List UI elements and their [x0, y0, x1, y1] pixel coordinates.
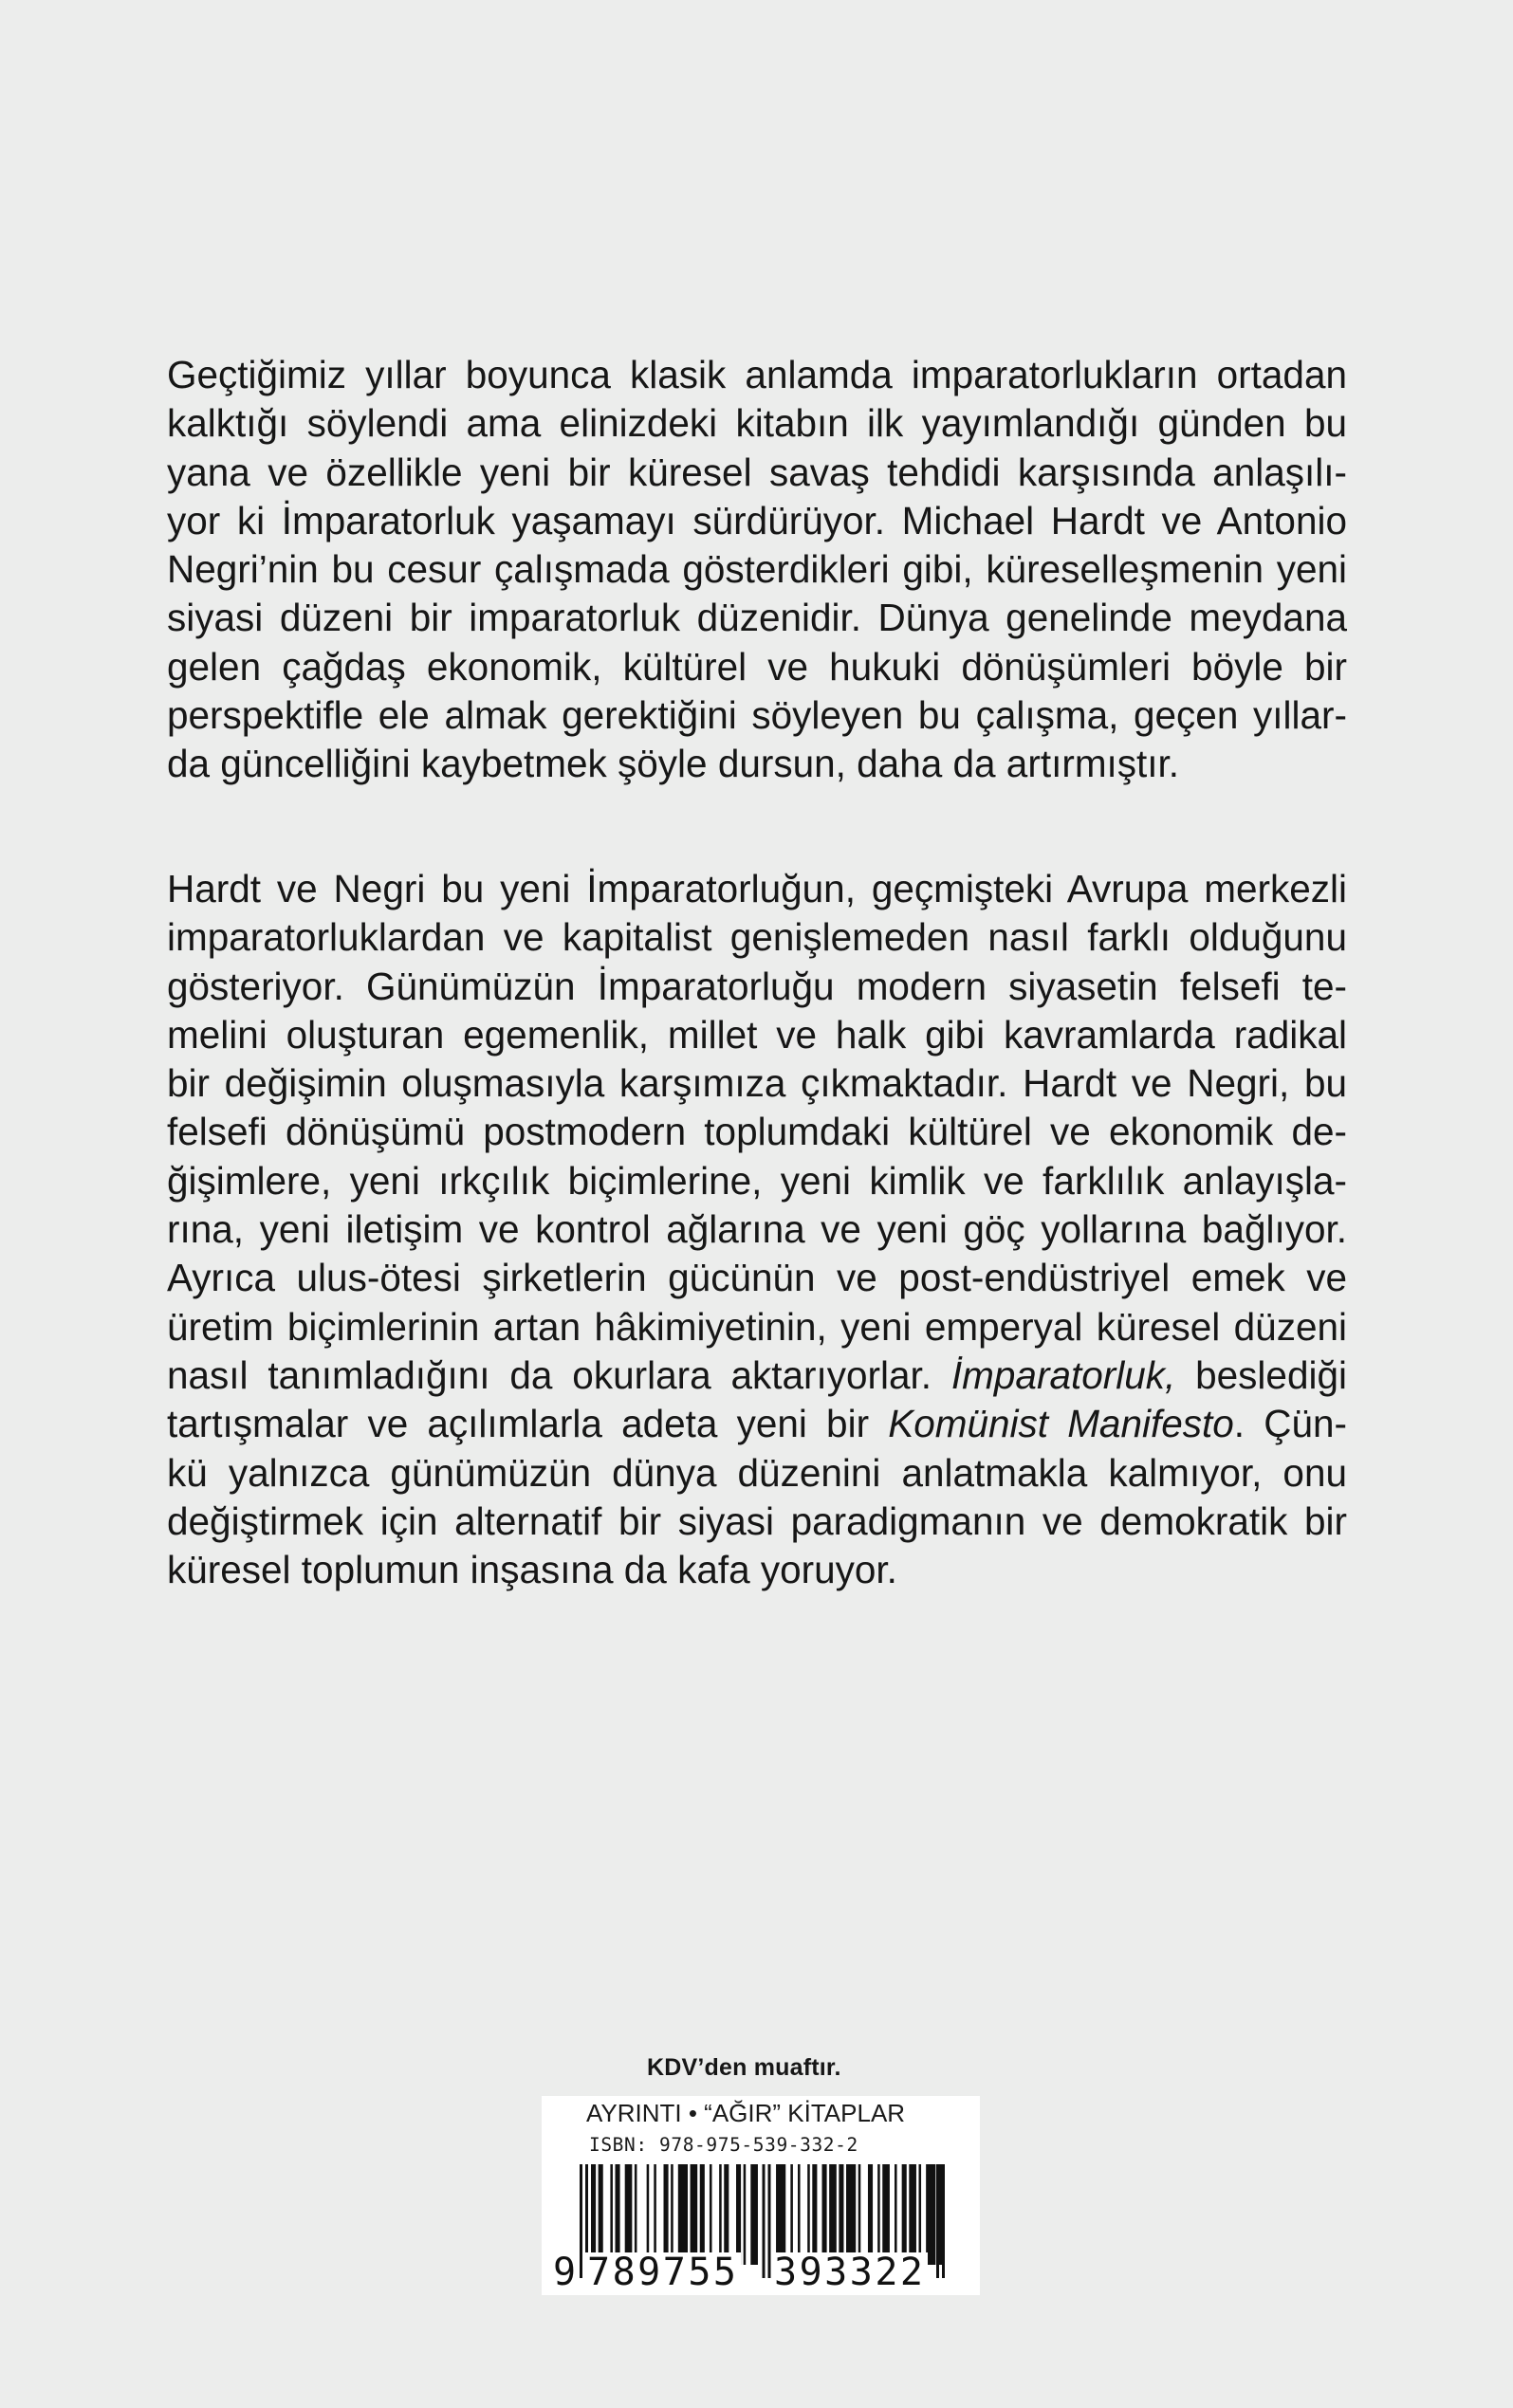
text-line: küresel toplumun inşasına da kafa yoruyor. [167, 1548, 897, 1592]
text-line: yor ki İmparatorluk yaşamayı sürdürüyor. Michael Hardt ve Antonio [167, 498, 1347, 542]
barcode-bar [926, 2164, 935, 2265]
barcode-bar [580, 2164, 582, 2278]
text-run: . Çün- [1233, 1402, 1347, 1446]
barcode-bar [763, 2164, 766, 2278]
text-line: siyasi düzeni bir imparatorluk düzenidir. Dünya genelinde meydana [167, 596, 1347, 640]
text-line: imparatorluklardan ve kapitalist genişlemeden nasıl farklı olduğunu [167, 915, 1347, 960]
isbn-number: ISBN: 978-975-539-332-2 [589, 2134, 858, 2156]
text-line: kalktığı söylendi ama elinizdeki kitabın ilk yayımlandığı günden bu [167, 401, 1347, 446]
barcode-digits-left: 789755 [587, 2251, 739, 2294]
text-line: Ayrıca ulus-ötesi şirketlerin gücünün ve post-endüstriyel emek ve [167, 1256, 1347, 1300]
text-line: Negri’nin bu cesur çalışmada gösterdikleri gibi, küreselleşmenin yeni [167, 547, 1347, 592]
text-line: bir değişimin oluşmasıyla karşımıza çıkmaktadır. Hardt ve Negri, bu [167, 1061, 1347, 1106]
text-line [167, 1351, 1347, 1400]
text-line: Geçtiğimiz yıllar boyunca klasik anlamda imparatorlukların ortadan [167, 353, 1347, 396]
series-name: AYRINTI • “AĞIR” KİTAPLAR [586, 2099, 906, 2127]
text-line: felsefi dönüşümü postmodern toplumdaki kültürel ve ekonomik de- [167, 1110, 1347, 1154]
text-line: da güncelliğini kaybetmek şöyle dursun, daha da artırmıştır. [167, 742, 1180, 786]
barcode-bar [750, 2164, 758, 2265]
text-line: gösteriyor. Günümüzün İmparatorluğu modern siyasetin felsefi te- [167, 964, 1347, 1008]
text-line: rına, yeni iletişim ve kontrol ağlarına ve yeni göç yollarına bağlıyor. [167, 1207, 1347, 1252]
text-line: yana ve özellikle yeni bir küresel savaş tehdidi karşısında anlaşılı- [167, 450, 1347, 494]
text-line: perspektifle ele almak gerektiğini söyleyen bu çalışma, geçen yıllar- [167, 693, 1347, 738]
text-run: beslediği [1175, 1352, 1347, 1397]
text-line: gelen çağdaş ekonomik, kültürel ve hukuki dönüşümleri böyle bir [167, 644, 1347, 689]
text-line: melini oluşturan egemenlik, millet ve halk gibi kavramlarda radikal [167, 1012, 1347, 1057]
text-line: üretim biçimlerinin artan hâkimiyetinin, yeni emperyal küresel düzeni [167, 1304, 1347, 1349]
text-run: tartışmalar ve açılımlarla adeta yeni bir [167, 1402, 889, 1446]
text-line: Hardt ve Negri bu yeni İmparatorluğun, geçmişteki Avrupa merkezli [167, 867, 1347, 910]
barcode-bar [744, 2164, 747, 2265]
description-paragraph-2 [167, 865, 1347, 1594]
italic-title: Komünist Manifesto [888, 1402, 1234, 1446]
barcode-bar [768, 2164, 771, 2278]
text-line [167, 1400, 1347, 1448]
text-line: kü yalnızca günümüzün dünya düzenini anlatmakla kalmıyor, onu [167, 1450, 1347, 1495]
text-line: ğişimlere, yeni ırkçılık biçimlerine, yeni kimlik ve farklılık anlayışla- [167, 1158, 1347, 1203]
italic-title: İmparatorluk, [950, 1352, 1176, 1397]
text-run: nasıl tanımladığını da okurlara aktarıyorlar. [167, 1352, 951, 1397]
description-paragraph-1 [167, 351, 1347, 789]
barcode-label [542, 2096, 980, 2295]
barcode-bar [936, 2164, 939, 2278]
barcode-bar [942, 2164, 945, 2278]
barcode-digit-first: 9 [553, 2251, 577, 2294]
text-line: değiştirmek için alternatif bir siyasi paradigmanın ve demokratik bir [167, 1498, 1347, 1543]
barcode-digits-right: 393322 [774, 2251, 926, 2294]
tax-exempt-note: KDV’den muaftır. [647, 2054, 841, 2081]
